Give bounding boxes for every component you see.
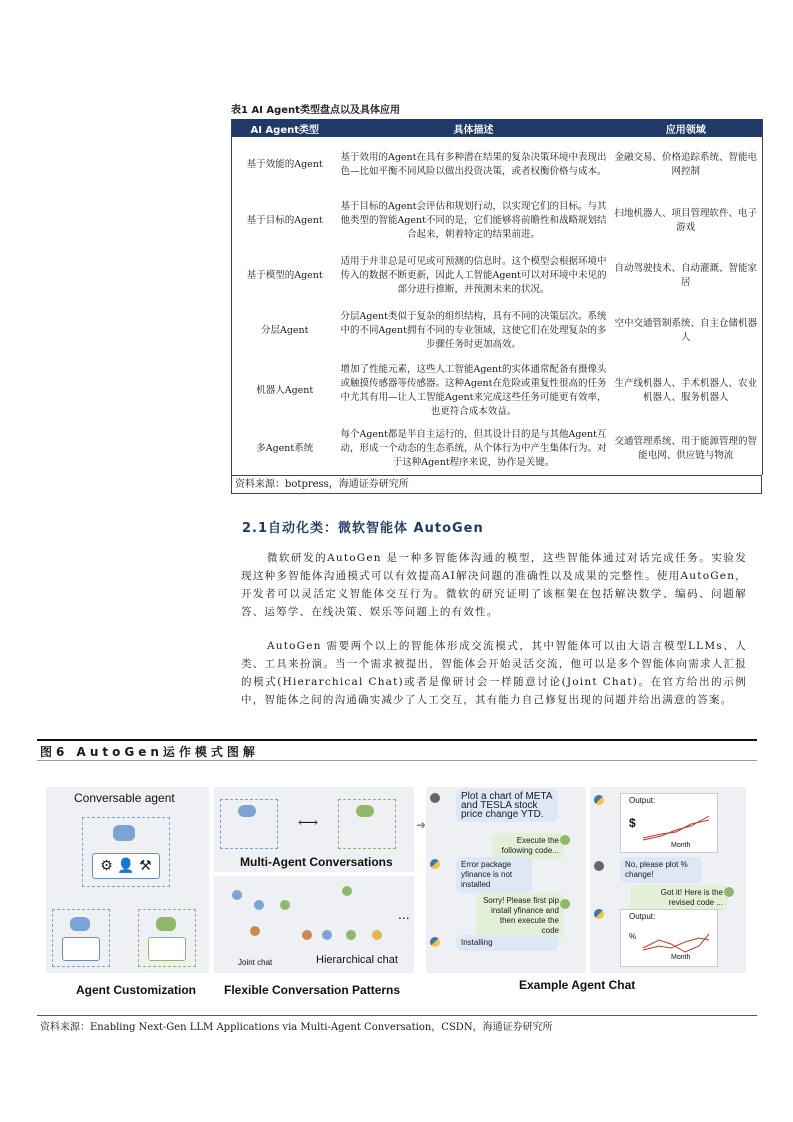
divider <box>37 1015 757 1016</box>
figure-source: 资料来源：Enabling Next-Gen LLM Applications via Multi-Agent Conversation，CSDN，海通证券研究所 <box>40 1022 553 1033</box>
y-axis-label: % <box>629 932 637 941</box>
table-row <box>232 303 763 359</box>
python-avatar-icon <box>594 909 604 919</box>
header-type: AI Agent类型 <box>232 119 338 137</box>
cell-app: 交通管理系统、用于能源管理的智能电网、供应链与物流 <box>614 436 757 461</box>
cell-app: 金融交易、价格追踪系统、智能电网控制 <box>614 152 757 177</box>
line-chart <box>641 928 711 956</box>
arrow-icon: ➜ <box>416 818 427 832</box>
figure-title: 图6 AutoGen运作模式图解 <box>40 745 259 759</box>
agent-node <box>280 900 290 910</box>
x-axis-label: Month <box>671 842 691 849</box>
chat-bubble: Installing <box>456 935 558 951</box>
openai-icon <box>148 937 186 961</box>
python-user-icon <box>62 937 100 961</box>
section-title: 2.1自动化类：微软智能体 AutoGen <box>242 521 484 536</box>
table-caption: 表1 AI Agent类型盘点以及具体应用 <box>231 105 400 116</box>
robot-icon <box>156 917 176 931</box>
output-label: Output: <box>629 912 656 921</box>
agent-node <box>254 900 264 910</box>
table-row <box>232 359 763 423</box>
cell-type: 基于目标的Agent <box>246 215 323 226</box>
line-chart <box>641 812 711 842</box>
paragraph-2: AutoGen 需要两个以上的智能体形成交流模式，其中智能体可以由大语言模型LLMs、人类、工具来扮演。当一个需求被提出，智能体会开始灵活交流，他可以是多个智能体向需求人汇报的模式(Hierarchical Chat)或者是像研讨会一样随意讨论(Joint Chat)。在官方给出的示例中，智能体之间的沟通确实减少了人工交互，其有能力自己修复出现的问题并给出满意的答案。 <box>241 640 747 706</box>
agent-node <box>250 926 260 936</box>
assistant-avatar-icon <box>724 887 734 897</box>
series-line <box>643 934 709 952</box>
agent-node <box>346 930 356 940</box>
patterns-panel <box>214 876 414 973</box>
header-desc: 具体描述 <box>338 119 610 137</box>
agent-node <box>232 890 242 900</box>
joint-chat-label: Joint chat <box>238 958 273 967</box>
agent-node <box>302 930 312 940</box>
robot-icon <box>238 805 256 817</box>
cell-app: 自动驾驶技术、自动灌溉、智能家居 <box>614 263 757 288</box>
chat-bubble: Error package yfinance is not installed <box>456 857 532 893</box>
python-avatar-icon <box>594 795 604 805</box>
conversable-agent-label: Conversable agent <box>74 791 175 805</box>
output-panel <box>590 787 746 973</box>
cell-type: 基于效能的Agent <box>246 159 323 170</box>
multi-agent-panel <box>214 787 414 872</box>
divider <box>37 739 757 741</box>
example-chat-panel <box>426 787 586 973</box>
cell-desc: 分层Agent类似于复杂的组织结构，具有不同的决策层次。系统中的不同Agent拥有不同的专业领域，这使它们在处理复杂的多步骤任务时更加高效。 <box>340 311 607 350</box>
header-app: 应用领域 <box>610 119 763 137</box>
hierarchical-chat-label: Hierarchical chat <box>316 954 398 966</box>
cell-app: 生产线机器人、手术机器人、农业机器人、服务机器人 <box>614 378 757 403</box>
robot-icon <box>113 825 135 841</box>
output-label: Output: <box>629 796 656 805</box>
table <box>231 119 763 475</box>
more-ellipsis: ... <box>398 906 410 922</box>
table-row <box>232 137 763 193</box>
cell-desc: 增加了性能元素，这些人工智能Agent的实体通常配备有摄像头或触摸传感器等传感器。这种Agent在危险或重复性很高的任务中尤其有用—让人工智能Agent来完成这些任务可能更有效率，也更符合成本效益。 <box>340 364 607 417</box>
y-axis-label: $ <box>629 816 636 830</box>
cell-app: 空中交通管制系统、自主仓储机器人 <box>614 318 757 343</box>
chat-bubble: Plot a chart of META and TESLA stock price change YTD. <box>456 789 558 822</box>
x-axis-label: Month <box>671 954 691 961</box>
agent-node <box>342 886 352 896</box>
cell-type: 多Agent系统 <box>256 443 314 454</box>
tools-icon: ⚙ 👤 ⚒ <box>92 853 160 879</box>
divider <box>37 760 757 761</box>
user-avatar-icon <box>430 793 440 803</box>
robot-icon <box>356 805 374 817</box>
flexible-patterns-label: Flexible Conversation Patterns <box>224 983 401 997</box>
output-chart-percent <box>620 909 718 967</box>
chat-bubble: Got it! Here is the revised code ... <box>630 885 728 911</box>
table-header-row <box>232 119 763 137</box>
agent-node <box>322 930 332 940</box>
table-source: 资料来源：botpress，海通证券研究所 <box>231 475 762 494</box>
conversable-agent-panel <box>46 787 209 973</box>
cell-desc: 基于目标的Agent会评估和规划行动，以实现它们的目标。与其他类型的智能Agent不同的是，它们能够将前瞻性和战略规划结合起来，朝着特定的结果前进。 <box>340 201 607 240</box>
series-line <box>643 820 709 838</box>
python-avatar-icon <box>430 859 440 869</box>
table-row <box>232 423 763 475</box>
example-chat-label: Example Agent Chat <box>519 978 636 992</box>
cell-type: 分层Agent <box>260 325 309 336</box>
output-chart-dollar <box>620 793 718 853</box>
chat-bubble: Sorry! Please first pip install yfinance and then execute the code <box>476 893 564 939</box>
user-avatar-icon <box>594 861 604 871</box>
cell-desc: 适用于并非总是可见或可预测的信息时。这个模型会根据环境中传入的数据不断更新，因此人工智能Agent可以对环境中未见的部分进行推断，并预测未来的状况。 <box>340 256 607 295</box>
python-avatar-icon <box>430 937 440 947</box>
agent-node <box>372 930 382 940</box>
paragraph-1: 微软研发的AutoGen 是一种多智能体沟通的模型，这些智能体通过对话完成任务。实验发现这种多智能体沟通模式可以有效提高AI解决问题的准确性以及成果的完整性。使用AutoGen，开发者可以灵活定义智能体交互行为。微软的研究证明了该框架在包括解决数学、编码、问题解答、运筹学、在线决策、娱乐等问题上的有效性。 <box>241 552 747 618</box>
assistant-avatar-icon <box>560 899 570 909</box>
bidirectional-arrow-icon: ⟷ <box>298 815 319 831</box>
agent-customization-label: Agent Customization <box>76 983 196 997</box>
cell-desc: 每个Agent都是半自主运行的，但其设计目的是与其他Agent互动，形成一个动态的生态系统，从个体行为中产生集体行为。对于这种Agent程序来说，协作是关键。 <box>340 429 607 468</box>
cell-app: 扫地机器人、项目管理软件、电子游戏 <box>614 208 757 233</box>
agent-type-table <box>231 103 762 494</box>
assistant-avatar-icon <box>560 835 570 845</box>
cell-type: 基于模型的Agent <box>246 270 323 281</box>
robot-icon <box>70 917 90 931</box>
chat-bubble: No, please plot % change! <box>620 857 702 883</box>
series-line <box>643 816 709 840</box>
table-row <box>232 193 763 249</box>
table-row <box>232 249 763 303</box>
cell-desc: 基于效用的Agent在具有多种潜在结果的复杂决策环境中表现出色—比如平衡不同风险以做出投资决策，或者权衡价格与成本。 <box>340 152 607 177</box>
multi-agent-label: Multi-Agent Conversations <box>240 855 393 869</box>
chat-bubble: Execute the following code... <box>492 833 564 859</box>
series-line <box>643 938 709 950</box>
cell-type: 机器人Agent <box>256 385 314 396</box>
